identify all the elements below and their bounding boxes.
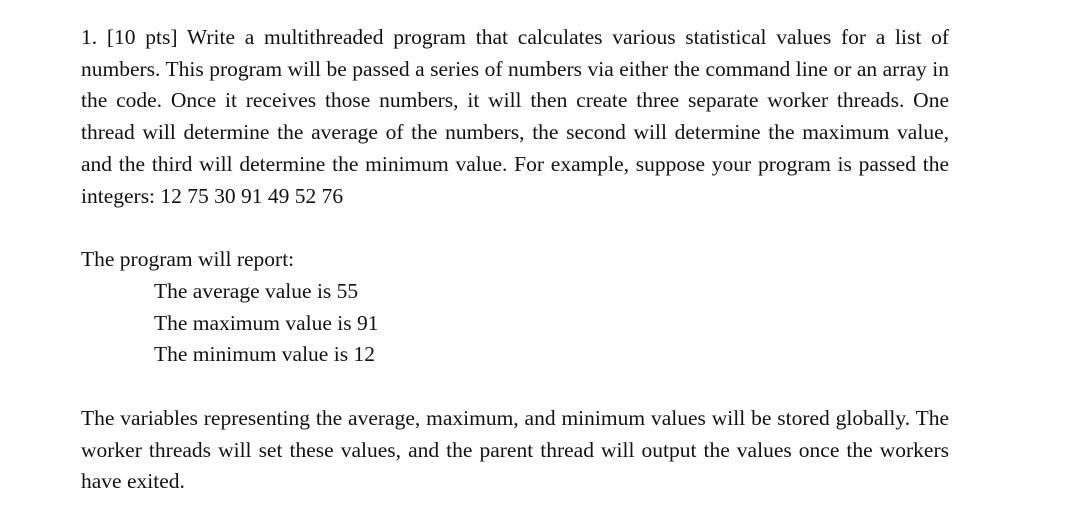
question-number: 1. [81,25,98,49]
report-output-list [81,276,949,371]
document-page [81,22,949,498]
report-intro: The program will report: [81,247,295,272]
report-average-line: The average value is 55 [154,278,359,303]
closing-paragraph: The variables representing the average, maximum, and minimum values will be stored globally. The worker threads will set these values, and the parent thread will output the values once the workers have exited. [81,406,949,494]
question-body: Write a multithreaded program that calculates various statistical values for a list of numbers. This program will be passed a series of numbers via either the command line or an array in the code. Once it receives those numbers, it will then create three separate worker threads. One thread will determine the average of the numbers, the second will determine the maximum value, and the third will determine the minimum value. For example, suppose your program is passed the integers: 12 75 30 91 49 52 76 [81,25,949,208]
question-paragraph [81,22,949,212]
report-maximum-line: The maximum value is 91 [154,310,379,335]
spacer [81,371,949,403]
spacer [81,212,949,244]
report-minimum-line: The minimum value is 12 [154,342,375,367]
question-points: [10 pts] [106,25,178,49]
